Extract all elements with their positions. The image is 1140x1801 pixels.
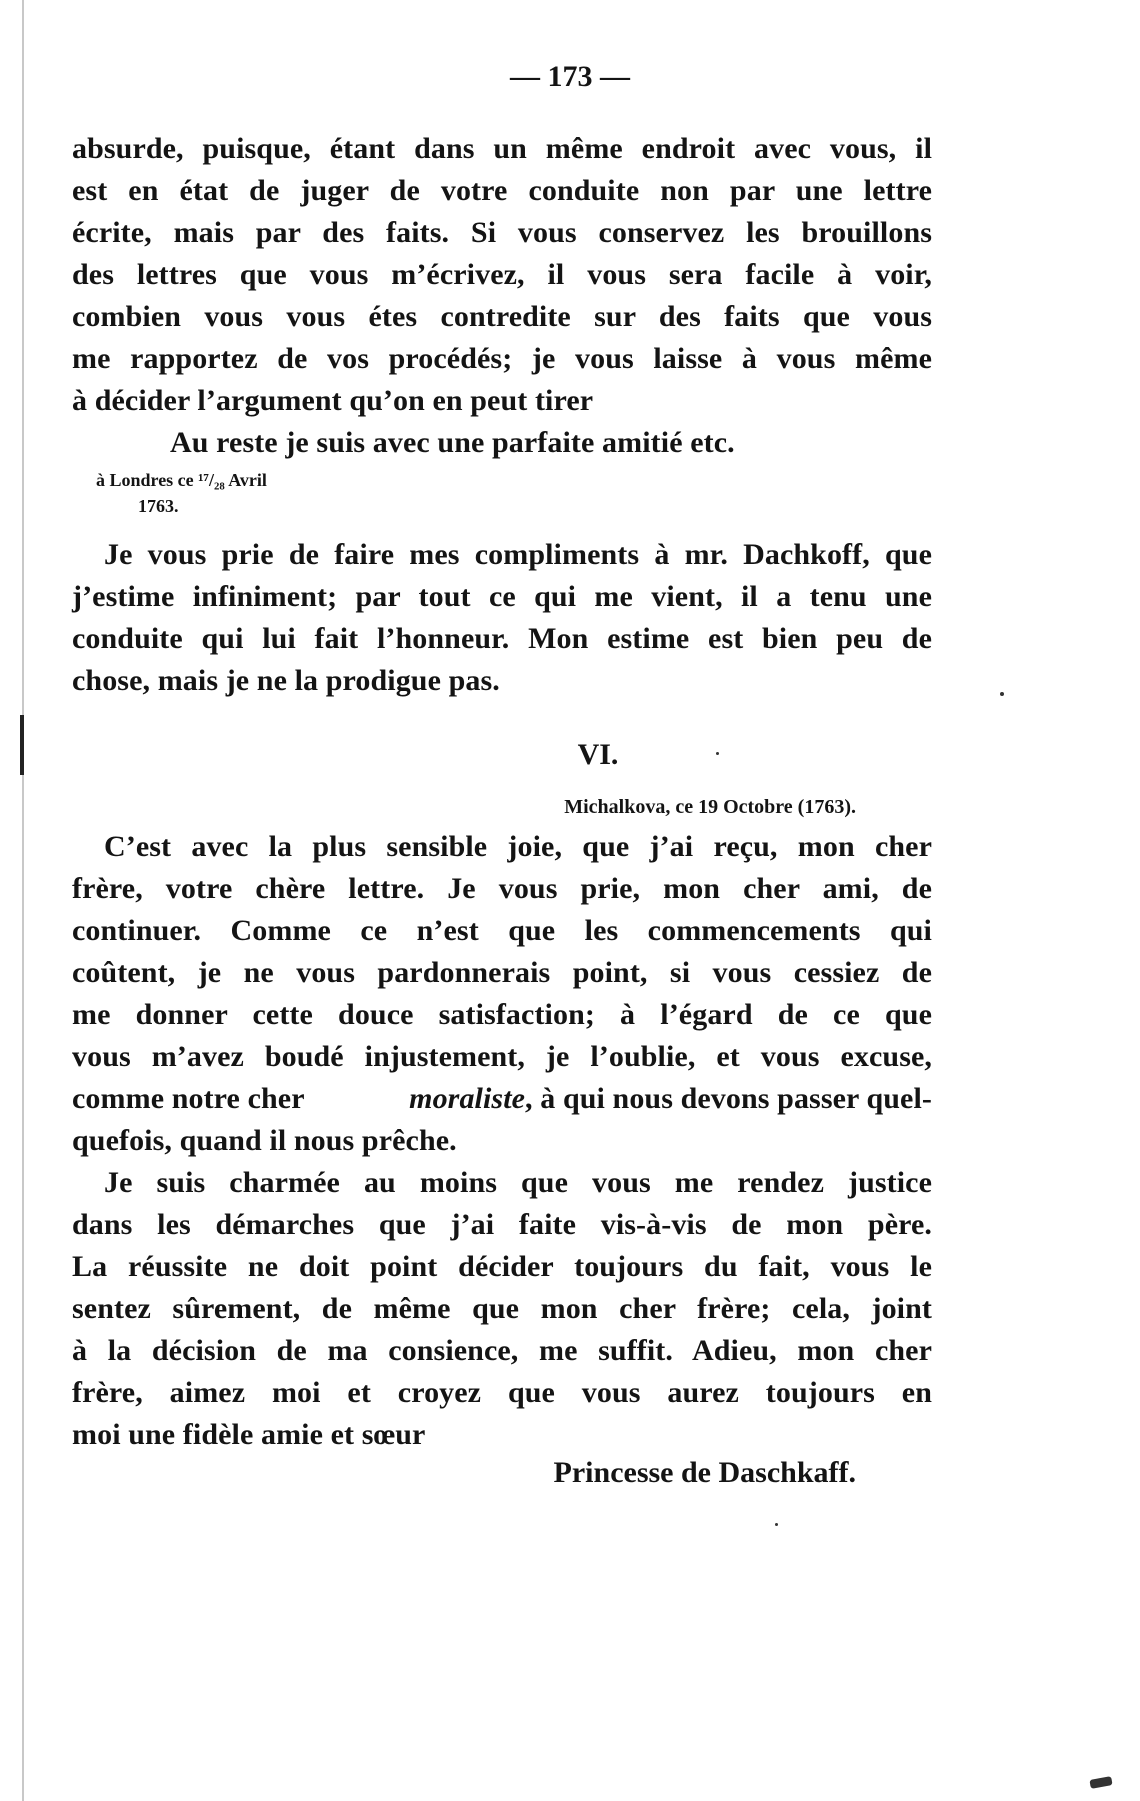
text-line: à décider l’argument qu’on en peut tirer bbox=[72, 384, 594, 417]
page-number: — 173 — bbox=[510, 60, 630, 93]
signature: Princesse de Daschkaff. bbox=[553, 1456, 856, 1489]
text-line: quefois, quand il nous prêche. bbox=[72, 1124, 457, 1157]
text-line-with-italic bbox=[72, 1078, 932, 1120]
text-fragment: , à qui nous devons passer quel- bbox=[525, 1082, 932, 1115]
postscript-line: conduite qui lui fait l’honneur. Mon estime est bien peu de bbox=[72, 622, 932, 655]
text-line: à la décision de ma consience, me suffit. Adieu, mon cher bbox=[72, 1334, 932, 1367]
text-line: La réussite ne doit point décider toujours du fait, vous le bbox=[72, 1250, 932, 1283]
text-line: Je suis charmée au moins que vous me rendez justice bbox=[104, 1166, 932, 1199]
text-line: des lettres que vous m’écrivez, il vous sera facile à voir, bbox=[72, 258, 932, 291]
text-line: C’est avec la plus sensible joie, que j’ai reçu, mon cher bbox=[104, 830, 932, 863]
page-binding-edge bbox=[22, 0, 24, 1801]
text-line: frère, votre chère lettre. Je vous prie, mon cher ami, de bbox=[72, 872, 932, 905]
text-line: dans les démarches que j’ai faite vis-à-vis de mon père. bbox=[72, 1208, 932, 1241]
italic-word: moraliste bbox=[409, 1082, 526, 1115]
text-line: vous m’avez boudé injustement, je l’oublie, et vous excuse, bbox=[72, 1040, 932, 1073]
text-line: me rapportez de vos procédés; je vous laisse à vous même bbox=[72, 342, 932, 375]
text-fragment: comme notre cher bbox=[72, 1082, 312, 1115]
letter-dateline: Michalkova, ce 19 Octobre (1763). bbox=[564, 796, 856, 818]
section-heading: VI. bbox=[577, 738, 619, 771]
closing-line: Au reste je suis avec une parfaite amitié etc. bbox=[170, 426, 735, 459]
text-line: sentez sûrement, de même que mon cher frère; cela, joint bbox=[72, 1292, 932, 1325]
postscript-line: j’estime infiniment; par tout ce qui me vient, il a tenu une bbox=[72, 580, 932, 613]
postscript-line: chose, mais je ne la prodigue pas. bbox=[72, 664, 500, 697]
text-line: écrite, mais par des faits. Si vous conservez les brouillons bbox=[72, 216, 932, 249]
text-line: frère, aimez moi et croyez que vous aurez toujours en bbox=[72, 1376, 932, 1409]
postscript-line: Je vous prie de faire mes compliments à mr. Dachkoff, que bbox=[104, 538, 932, 571]
text-fragment-group bbox=[409, 1078, 932, 1120]
text-line: coûtent, je ne vous pardonnerais point, si vous cessiez de bbox=[72, 956, 932, 989]
text-line: me donner cette douce satisfaction; à l’égard de ce que bbox=[72, 998, 932, 1031]
ink-speck bbox=[1000, 692, 1004, 696]
letter-place-date: à Londres ce ¹⁷/₂₈ Avril bbox=[96, 470, 267, 490]
text-line: absurde, puisque, étant dans un même endroit avec vous, il bbox=[72, 132, 932, 165]
ink-speck bbox=[1089, 1776, 1112, 1789]
text-line: combien vous vous étes contredite sur des faits que vous bbox=[72, 300, 932, 333]
text-line: est en état de juger de votre conduite non par une lettre bbox=[72, 174, 932, 207]
text-line: continuer. Comme ce n’est que les commencements qui bbox=[72, 914, 932, 947]
letter-year: 1763. bbox=[138, 496, 179, 516]
text-line: moi une fidèle amie et sœur bbox=[72, 1418, 426, 1451]
ink-speck bbox=[775, 1523, 778, 1526]
